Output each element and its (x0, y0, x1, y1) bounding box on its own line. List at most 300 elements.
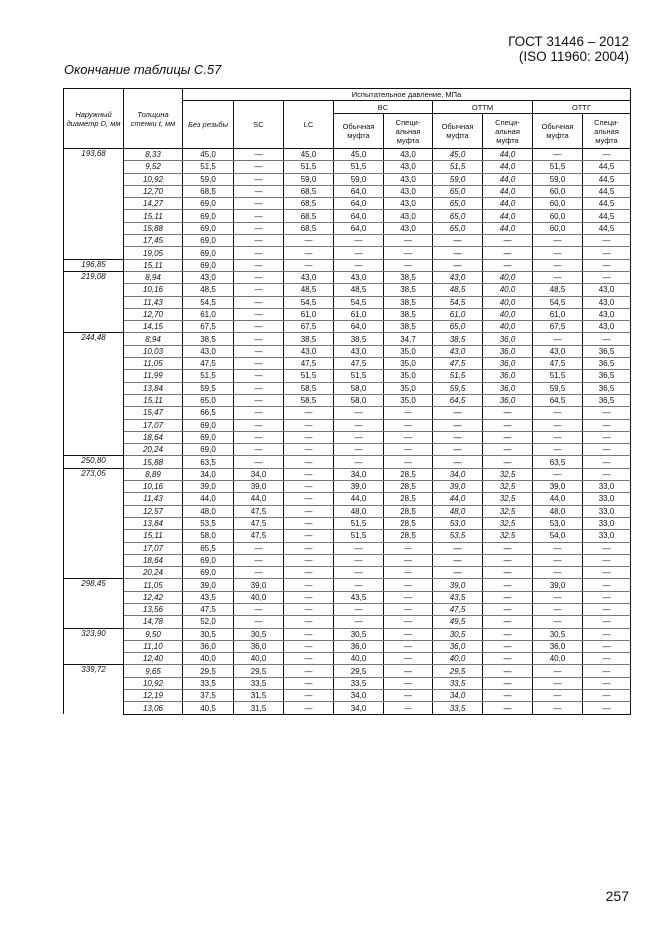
value-cell: — (334, 567, 384, 579)
value-cell: — (334, 603, 384, 615)
value-cell: — (284, 677, 334, 689)
col-bc-regular: Обычная муфта (334, 114, 384, 149)
value-cell: 35,0 (384, 345, 433, 357)
table-row (64, 358, 631, 370)
col-bc: BC (334, 101, 433, 114)
value-cell: 34,0 (183, 468, 234, 480)
thickness-cell: 20,24 (124, 444, 183, 456)
value-cell: — (533, 603, 583, 615)
value-cell: — (483, 444, 533, 456)
value-cell: 64,0 (334, 321, 384, 333)
value-cell: 65,0 (183, 394, 234, 406)
value-cell: 64,0 (334, 198, 384, 210)
value-cell: — (234, 284, 284, 296)
value-cell: 59,5 (533, 382, 583, 394)
value-cell: — (234, 431, 284, 443)
value-cell: — (384, 591, 433, 603)
value-cell: 43,0 (384, 222, 433, 234)
value-cell: 64,5 (433, 394, 483, 406)
value-cell: — (284, 530, 334, 542)
value-cell: 59,5 (183, 382, 234, 394)
col-ottg: ОТТГ (533, 101, 631, 114)
value-cell: — (234, 542, 284, 554)
value-cell: 69,0 (183, 419, 234, 431)
value-cell: — (284, 259, 334, 271)
document-header (508, 34, 629, 64)
value-cell: — (483, 259, 533, 271)
value-cell: 44,0 (483, 198, 533, 210)
value-cell: — (533, 677, 583, 689)
value-cell: 40,5 (183, 702, 234, 714)
thickness-cell: 11,05 (124, 579, 183, 591)
value-cell: 65,0 (433, 222, 483, 234)
value-cell: — (533, 554, 583, 566)
col-diameter: Наружный диаметр D, мм (64, 89, 124, 149)
value-cell: — (533, 431, 583, 443)
value-cell: — (583, 259, 631, 271)
value-cell: — (334, 444, 384, 456)
table-row (64, 677, 631, 689)
value-cell: — (384, 616, 433, 628)
value-cell: 48,0 (433, 505, 483, 517)
value-cell: 39,0 (183, 579, 234, 591)
table-row (64, 591, 631, 603)
value-cell: — (384, 431, 433, 443)
thickness-cell: 12,70 (124, 185, 183, 197)
value-cell: — (583, 456, 631, 468)
table-row (64, 394, 631, 406)
value-cell: 39,0 (433, 579, 483, 591)
value-cell: — (334, 407, 384, 419)
value-cell: — (483, 640, 533, 652)
value-cell: 44,0 (433, 493, 483, 505)
thickness-cell: 17,07 (124, 542, 183, 554)
value-cell: 59,5 (433, 382, 483, 394)
value-cell: — (483, 591, 533, 603)
thickness-cell: 8,94 (124, 333, 183, 345)
value-cell: 51,5 (284, 370, 334, 382)
value-cell: — (334, 259, 384, 271)
value-cell: 51,5 (533, 161, 583, 173)
value-cell: — (583, 554, 631, 566)
value-cell: — (583, 567, 631, 579)
value-cell: 33,0 (583, 505, 631, 517)
value-cell: — (533, 542, 583, 554)
thickness-cell: 11,10 (124, 640, 183, 652)
col-ottm-special: Специ-альная муфта (483, 114, 533, 149)
value-cell: — (433, 431, 483, 443)
value-cell: 39,0 (234, 579, 284, 591)
value-cell: 43,0 (183, 271, 234, 283)
value-cell: — (284, 481, 334, 493)
value-cell: — (334, 579, 384, 591)
value-cell: 35,0 (384, 370, 433, 382)
value-cell: 28,5 (384, 481, 433, 493)
value-cell: 51,5 (433, 370, 483, 382)
value-cell: — (583, 653, 631, 665)
value-cell: 34,0 (334, 690, 384, 702)
thickness-cell: 14,15 (124, 321, 183, 333)
diameter-cell: 323,90 (64, 628, 124, 665)
value-cell: — (284, 690, 334, 702)
value-cell: 51,5 (334, 530, 384, 542)
value-cell: — (284, 505, 334, 517)
value-cell: — (334, 554, 384, 566)
value-cell: — (284, 468, 334, 480)
value-cell: 44,0 (483, 149, 533, 161)
value-cell: 34,0 (433, 468, 483, 480)
value-cell: — (234, 333, 284, 345)
table-caption: Окончание таблицы С.57 (64, 62, 222, 77)
value-cell: — (234, 456, 284, 468)
value-cell: 43,0 (384, 173, 433, 185)
value-cell: 28,5 (384, 468, 433, 480)
value-cell: 35,0 (384, 382, 433, 394)
value-cell: — (483, 677, 533, 689)
table-row (64, 468, 631, 480)
value-cell: 36,5 (583, 358, 631, 370)
thickness-cell: 14,27 (124, 198, 183, 210)
value-cell: — (433, 444, 483, 456)
value-cell: — (234, 321, 284, 333)
value-cell: 37,5 (183, 690, 234, 702)
value-cell: 36,5 (583, 370, 631, 382)
value-cell: 43,5 (433, 591, 483, 603)
value-cell: 33,0 (583, 530, 631, 542)
value-cell: 30,5 (334, 628, 384, 640)
value-cell: 33,0 (583, 493, 631, 505)
thickness-cell: 15,88 (124, 222, 183, 234)
value-cell: 66,5 (183, 407, 234, 419)
value-cell: — (234, 161, 284, 173)
thickness-cell: 12,42 (124, 591, 183, 603)
value-cell: — (234, 567, 284, 579)
value-cell: — (284, 554, 334, 566)
value-cell: — (384, 579, 433, 591)
value-cell: 51,5 (334, 161, 384, 173)
value-cell: 40,0 (183, 653, 234, 665)
value-cell: 48,0 (334, 505, 384, 517)
value-cell: — (583, 333, 631, 345)
value-cell: 36,0 (483, 345, 533, 357)
thickness-cell: 14,78 (124, 616, 183, 628)
value-cell: — (533, 690, 583, 702)
value-cell: — (483, 665, 533, 677)
value-cell: 47,5 (183, 358, 234, 370)
value-cell: — (384, 628, 433, 640)
value-cell: 28,5 (384, 493, 433, 505)
value-cell: — (284, 456, 334, 468)
diameter-cell: 244,48 (64, 333, 124, 456)
value-cell: — (583, 271, 631, 283)
thickness-cell: 13,06 (124, 702, 183, 714)
value-cell: 39,0 (533, 579, 583, 591)
value-cell: — (284, 640, 334, 652)
value-cell: 67,5 (183, 321, 234, 333)
value-cell: — (234, 173, 284, 185)
value-cell: — (533, 149, 583, 161)
value-cell: 29,5 (433, 665, 483, 677)
value-cell: 61,0 (334, 308, 384, 320)
value-cell: — (583, 579, 631, 591)
table-row (64, 456, 631, 468)
value-cell: — (384, 702, 433, 714)
value-cell: — (583, 591, 631, 603)
value-cell: 38,5 (384, 308, 433, 320)
value-cell: 39,0 (334, 481, 384, 493)
thickness-cell: 8,89 (124, 468, 183, 480)
value-cell: 69,0 (183, 567, 234, 579)
value-cell: 29,5 (234, 665, 284, 677)
value-cell: — (483, 419, 533, 431)
thickness-cell: 13,56 (124, 603, 183, 615)
value-cell: 44,0 (234, 493, 284, 505)
table-row (64, 505, 631, 517)
thickness-cell: 18,64 (124, 431, 183, 443)
value-cell: — (234, 247, 284, 259)
value-cell: 31,5 (234, 690, 284, 702)
value-cell: 38,5 (284, 333, 334, 345)
pressure-table (63, 88, 631, 715)
value-cell: 36,0 (183, 640, 234, 652)
value-cell: 30,5 (183, 628, 234, 640)
value-cell: — (483, 579, 533, 591)
value-cell: — (284, 493, 334, 505)
value-cell: 54,5 (284, 296, 334, 308)
value-cell: 32,5 (483, 468, 533, 480)
value-cell: 38,5 (384, 271, 433, 283)
value-cell: — (284, 444, 334, 456)
table-row (64, 554, 631, 566)
value-cell: 28,5 (384, 530, 433, 542)
value-cell: — (483, 456, 533, 468)
value-cell: 47,5 (533, 358, 583, 370)
value-cell: — (533, 567, 583, 579)
value-cell: — (533, 259, 583, 271)
value-cell: 61,0 (284, 308, 334, 320)
thickness-cell: 10,92 (124, 677, 183, 689)
value-cell: 59,0 (533, 173, 583, 185)
value-cell: — (384, 653, 433, 665)
value-cell: 60,0 (533, 222, 583, 234)
value-cell: 65,0 (433, 321, 483, 333)
value-cell: 40,0 (533, 653, 583, 665)
thickness-cell: 15,47 (124, 407, 183, 419)
value-cell: 43,0 (384, 210, 433, 222)
value-cell: — (384, 665, 433, 677)
value-cell: — (234, 444, 284, 456)
value-cell: — (433, 407, 483, 419)
table-row (64, 481, 631, 493)
value-cell: — (284, 419, 334, 431)
value-cell: — (384, 603, 433, 615)
value-cell: 40,0 (483, 271, 533, 283)
value-cell: — (234, 358, 284, 370)
value-cell: 59,0 (284, 173, 334, 185)
value-cell: 64,0 (334, 210, 384, 222)
value-cell: — (533, 333, 583, 345)
value-cell: — (583, 628, 631, 640)
value-cell: 43,0 (384, 185, 433, 197)
value-cell: — (583, 640, 631, 652)
value-cell: — (433, 235, 483, 247)
table-row (64, 567, 631, 579)
thickness-cell: 15,88 (124, 456, 183, 468)
value-cell: 40,0 (483, 284, 533, 296)
thickness-cell: 12,40 (124, 653, 183, 665)
value-cell: 36,0 (483, 358, 533, 370)
thickness-cell: 19,05 (124, 247, 183, 259)
value-cell: — (533, 702, 583, 714)
value-cell: — (433, 419, 483, 431)
table-row (64, 628, 631, 640)
value-cell: 51,5 (284, 161, 334, 173)
value-cell: 34,0 (334, 468, 384, 480)
thickness-cell: 11,43 (124, 296, 183, 308)
thickness-cell: 8,33 (124, 149, 183, 161)
value-cell: 38,5 (384, 321, 433, 333)
value-cell: 60,0 (533, 198, 583, 210)
table-row (64, 542, 631, 554)
value-cell: 43,0 (284, 345, 334, 357)
value-cell: 58,0 (334, 394, 384, 406)
value-cell: 32,5 (483, 530, 533, 542)
value-cell: 58,5 (284, 382, 334, 394)
value-cell: — (483, 247, 533, 259)
value-cell: — (583, 690, 631, 702)
value-cell: 43,0 (334, 271, 384, 283)
value-cell: — (483, 542, 533, 554)
value-cell: — (284, 407, 334, 419)
value-cell: 43,0 (533, 345, 583, 357)
value-cell: 68,5 (284, 185, 334, 197)
value-cell: — (433, 456, 483, 468)
value-cell: 54,5 (183, 296, 234, 308)
value-cell: — (234, 616, 284, 628)
table-row (64, 345, 631, 357)
value-cell: — (234, 370, 284, 382)
value-cell: — (533, 665, 583, 677)
table-row (64, 222, 631, 234)
value-cell: 30,5 (533, 628, 583, 640)
value-cell: — (583, 149, 631, 161)
value-cell: 33,5 (433, 677, 483, 689)
value-cell: 48,5 (334, 284, 384, 296)
value-cell: — (284, 567, 334, 579)
value-cell: 43,0 (384, 198, 433, 210)
value-cell: — (533, 468, 583, 480)
value-cell: 38,5 (334, 333, 384, 345)
thickness-cell: 9,65 (124, 665, 183, 677)
value-cell: — (284, 702, 334, 714)
value-cell: 68,5 (284, 198, 334, 210)
value-cell: 28,5 (384, 505, 433, 517)
value-cell: 65,5 (183, 542, 234, 554)
value-cell: 40,0 (234, 591, 284, 603)
diameter-cell: 298,45 (64, 579, 124, 628)
thickness-cell: 15,11 (124, 259, 183, 271)
thickness-cell: 17,07 (124, 419, 183, 431)
value-cell: 36,0 (433, 640, 483, 652)
table-row (64, 653, 631, 665)
diameter-cell: 219,08 (64, 271, 124, 332)
value-cell: 69,0 (183, 431, 234, 443)
value-cell: — (583, 247, 631, 259)
table-row (64, 702, 631, 714)
value-cell: — (384, 259, 433, 271)
value-cell: 69,0 (183, 554, 234, 566)
value-cell: — (234, 210, 284, 222)
value-cell: 29,5 (334, 665, 384, 677)
value-cell: — (384, 554, 433, 566)
value-cell: 38,5 (384, 284, 433, 296)
value-cell: 65,0 (433, 210, 483, 222)
table-row (64, 296, 631, 308)
value-cell: 29,5 (183, 665, 234, 677)
value-cell: 43,5 (334, 591, 384, 603)
value-cell: 51,5 (533, 370, 583, 382)
thickness-cell: 10,16 (124, 284, 183, 296)
table-row (64, 431, 631, 443)
value-cell: 39,0 (433, 481, 483, 493)
diameter-cell: 193,68 (64, 149, 124, 260)
table-row (64, 419, 631, 431)
thickness-cell: 12,57 (124, 505, 183, 517)
value-cell: 48,5 (433, 284, 483, 296)
value-cell: — (583, 665, 631, 677)
value-cell: — (284, 542, 334, 554)
value-cell: 43,0 (583, 284, 631, 296)
value-cell: 60,0 (533, 185, 583, 197)
value-cell: 59,0 (433, 173, 483, 185)
value-cell: 36,5 (583, 394, 631, 406)
value-cell: 43,0 (583, 296, 631, 308)
value-cell: 39,0 (533, 481, 583, 493)
value-cell: 43,0 (583, 321, 631, 333)
value-cell: 36,0 (483, 394, 533, 406)
value-cell: — (284, 628, 334, 640)
value-cell: — (334, 456, 384, 468)
value-cell: 45,0 (284, 149, 334, 161)
value-cell: 48,5 (183, 284, 234, 296)
value-cell: 36,0 (234, 640, 284, 652)
col-ottg-regular: Обычная муфта (533, 114, 583, 149)
value-cell: — (533, 247, 583, 259)
value-cell: 43,0 (583, 308, 631, 320)
value-cell: 52,0 (183, 616, 234, 628)
value-cell: 64,5 (533, 394, 583, 406)
value-cell: 33,5 (234, 677, 284, 689)
value-cell: — (384, 407, 433, 419)
value-cell: 69,0 (183, 210, 234, 222)
thickness-cell: 10,92 (124, 173, 183, 185)
value-cell: 44,0 (533, 493, 583, 505)
value-cell: — (284, 247, 334, 259)
value-cell: 59,0 (183, 173, 234, 185)
value-cell: 43,0 (384, 161, 433, 173)
value-cell: 63,5 (183, 456, 234, 468)
value-cell: — (583, 677, 631, 689)
value-cell: 40,0 (483, 296, 533, 308)
value-cell: 44,0 (334, 493, 384, 505)
value-cell: — (384, 247, 433, 259)
value-cell: — (334, 247, 384, 259)
value-cell: 69,0 (183, 198, 234, 210)
value-cell: — (433, 567, 483, 579)
value-cell: 33,5 (433, 702, 483, 714)
value-cell: 47,5 (234, 517, 284, 529)
value-cell: 47,5 (234, 505, 284, 517)
